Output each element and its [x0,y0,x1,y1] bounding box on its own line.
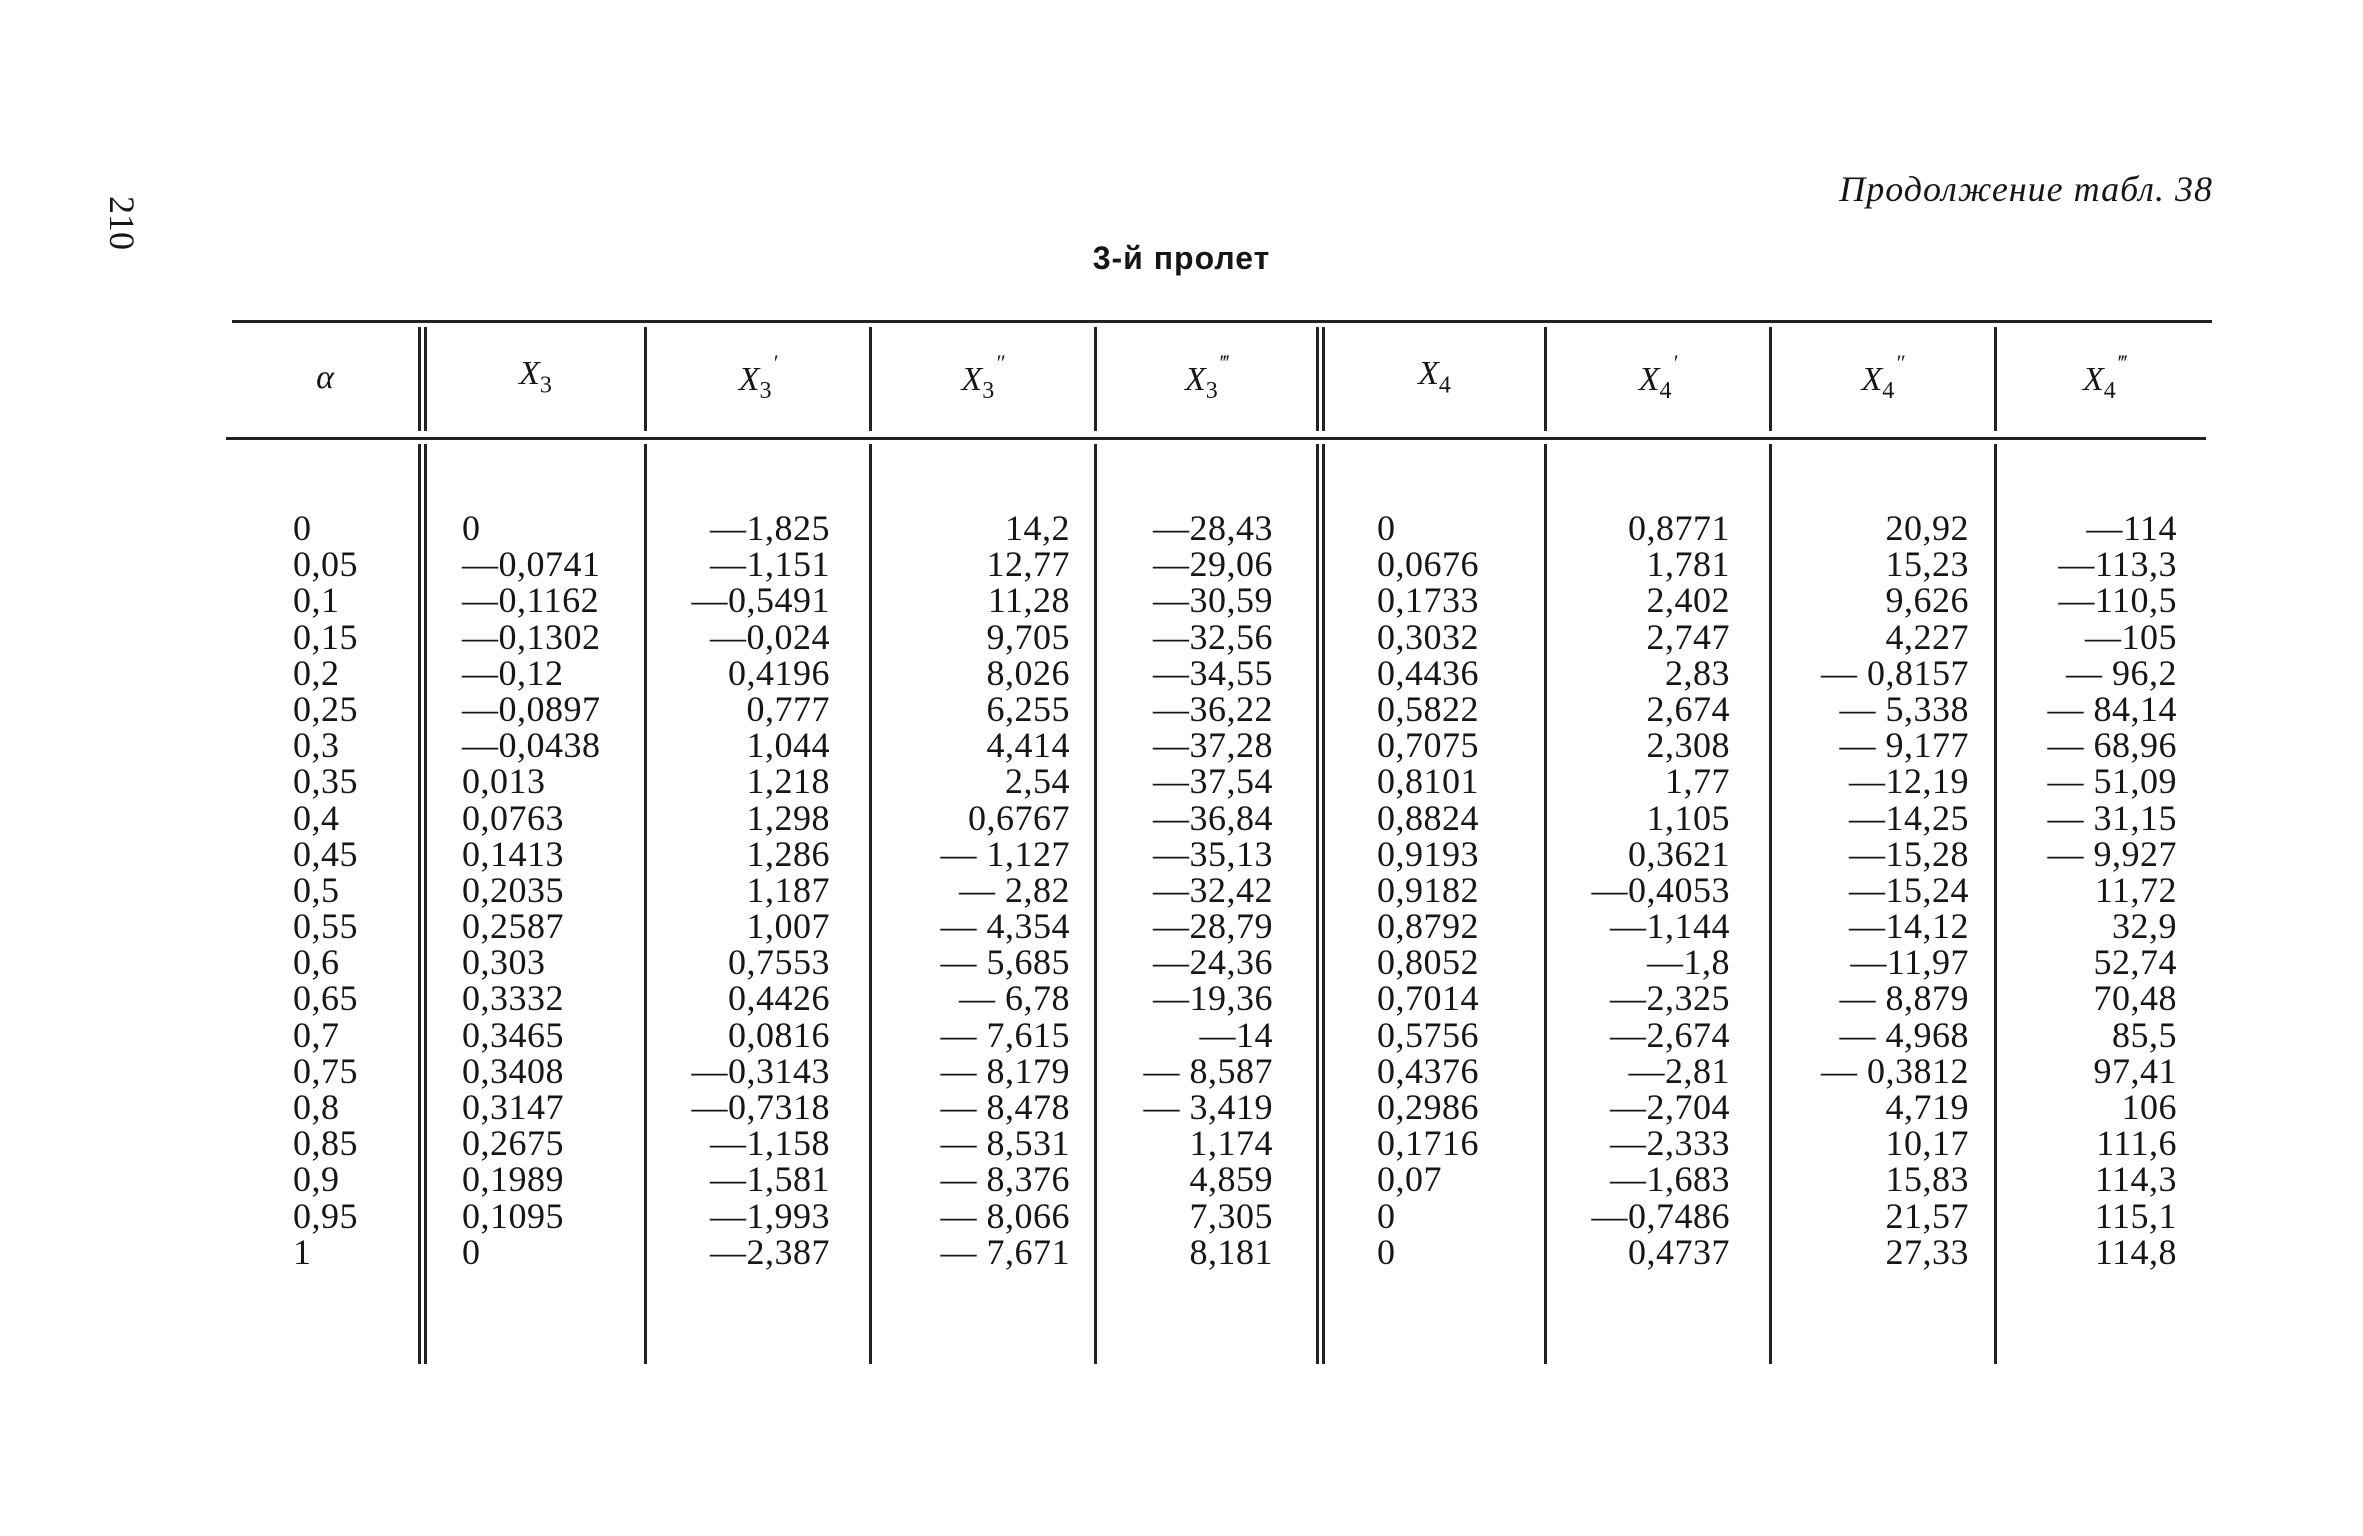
table-cell: — 2,82 [959,869,1070,910]
table-cell: —113,3 [2058,544,2177,585]
header-symbol [1639,350,1678,405]
table-cell: — 8,066 [940,1195,1070,1236]
table-cell: —29,06 [1153,544,1273,585]
table-cell: —1,144 [1610,906,1730,947]
table-cell: —1,581 [710,1159,830,1200]
table-cell: 0,35 [293,761,358,802]
table-cell: —28,43 [1153,508,1273,548]
table-cell: 1,781 [1646,544,1730,585]
table-cell: 1,298 [746,797,830,838]
table-cell: —36,22 [1153,688,1273,729]
table-cell: 0,07 [1377,1159,1442,1200]
header-symbol-subscript: 3 [759,378,772,405]
table-cell: 114,8 [2094,1231,2177,1272]
table-cell: 14,2 [1005,508,1070,548]
table-cell: —110,5 [2058,580,2177,621]
table-cell: —28,79 [1153,906,1273,947]
table-cell: — 6,78 [959,978,1070,1019]
table-cell: 0,2675 [462,1123,564,1164]
header-symbol-base: X [961,360,983,398]
table-cell: 1,044 [746,725,830,766]
header-x4 [1325,325,1544,430]
table-cell: — 31,15 [2047,797,2177,838]
header-symbol-prime: ″ [995,349,1005,375]
table-cell: 11,28 [987,580,1070,621]
table-cell: — 5,338 [1839,688,1969,729]
table-cell: 70,48 [2093,978,2177,1019]
table-cell: 1,286 [746,833,830,874]
header-symbol-base: X [1638,360,1660,398]
table-cell: 0,95 [293,1195,358,1236]
table-cell: 4,414 [986,725,1070,766]
table-cell: —0,12 [462,652,564,693]
table-cell: 0,8 [293,1087,340,1127]
table-cell: 0,5756 [1377,1014,1479,1055]
table-cell: 0,013 [462,761,546,802]
column-divider [418,327,421,431]
table-cell: 1 [293,1231,312,1272]
table-cell: 0,3408 [462,1050,564,1091]
table-cell: —37,28 [1153,725,1273,766]
table-cell: 0,3032 [1377,616,1479,657]
table-cell: 0,1733 [1377,580,1479,621]
table-cell: 115,1 [2094,1195,2177,1236]
table-cell: —14 [1199,1014,1273,1055]
table-cell: — 8,179 [940,1050,1070,1091]
header-symbol-base: X [519,355,540,393]
table-cell: —1,993 [710,1195,830,1236]
table-cell: —0,0438 [462,725,601,766]
table-cell: 6,255 [986,688,1070,729]
table-cell: —2,674 [1610,1014,1730,1055]
table-cell: 1,218 [746,761,830,802]
table-cell: —11,97 [1850,942,1969,983]
table-cell: 0,3621 [1628,833,1730,874]
table-cell: 2,308 [1646,725,1730,766]
header-x4-prime [1547,325,1769,430]
table-cell: —30,59 [1153,580,1273,621]
table-cell: 0,8792 [1377,906,1479,947]
header-x3-triple-prime [1097,325,1316,430]
table-cell: 0,2986 [1377,1087,1479,1127]
table-cell: —19,36 [1153,978,1273,1019]
header-symbol-base: X [738,360,760,398]
header-symbol-subscript: 3 [539,372,552,399]
header-symbol [519,355,552,399]
table-cell: —0,0897 [462,688,601,729]
table-cell: 52,74 [2093,942,2177,983]
header-symbol-base: α [316,358,334,396]
table-cell: 0,9193 [1377,833,1479,874]
table-cell: —0,5491 [691,580,830,621]
table-cell: —2,704 [1610,1087,1730,1127]
header-symbol [2083,350,2126,405]
table-cell: 0,0676 [1377,544,1479,585]
table-cell: —105 [2085,616,2177,657]
table-cell: 0 [1377,1195,1396,1236]
table-cell: 0,2035 [462,869,564,910]
table-cell: 2,747 [1646,616,1730,657]
table-cell: 0,0816 [728,1014,830,1055]
table-cell: 0 [1377,508,1396,548]
table-cell: —0,3143 [691,1050,830,1091]
table-continuation-caption: Продолжение табл. 38 [1839,169,2213,209]
table-cell: 0,6 [293,942,340,983]
table-cell: — 4,354 [940,906,1070,947]
table-cell: 0,777 [746,688,830,729]
table-cell: 106 [2121,1087,2177,1127]
table-cell: 0,1 [293,580,340,621]
span-title: 3-й пролет [1092,240,1271,276]
table-cell: 97,41 [2093,1050,2177,1091]
table-cell: —15,28 [1849,833,1969,874]
table-cell: —0,4053 [1591,869,1730,910]
header-symbol-prime: ′ [772,349,778,375]
table-cell: 2,674 [1646,688,1730,729]
table-cell: 111,6 [2096,1123,2177,1164]
table-cell: 0,3465 [462,1014,564,1055]
header-symbol [1862,350,1905,405]
column-x3-double-prime [866,510,1070,1270]
table-cell: 0,0763 [462,797,564,838]
table-cell: 0,3332 [462,978,564,1019]
table-cell: 85,5 [2112,1014,2177,1055]
table-cell: — 51,09 [2047,761,2177,802]
table-cell: — 9,927 [2047,833,2177,874]
table-cell: 2,54 [1005,761,1070,802]
table-cell: 0,4426 [728,978,830,1019]
column-x4-triple-prime [1990,510,2177,1270]
table-cell: —114 [2086,508,2177,548]
table-cell: — 4,968 [1839,1014,1969,1055]
table-cell: —37,54 [1153,761,1273,802]
table-cell: —1,158 [710,1123,830,1164]
header-symbol-prime: ‴ [2116,349,2127,375]
table-cell: 0,85 [293,1123,358,1164]
table-cell: 0,05 [293,544,358,585]
header-x4-double-prime [1772,325,1994,430]
table-cell: 0,4 [293,797,340,838]
table-cell: —0,1162 [462,580,600,621]
header-symbol [739,350,778,405]
table-cell: 1,105 [1646,797,1730,838]
table-cell: 12,77 [986,544,1070,585]
column-x3-triple-prime [1090,510,1273,1270]
column-divider [418,444,421,1364]
table-cell: 0,7014 [1377,978,1479,1019]
table-cell: 0,8101 [1377,761,1479,802]
column-divider [1316,444,1319,1364]
table-cell: 0,5 [293,869,340,910]
table-cell: 0,7 [293,1014,340,1055]
table-cell: —14,25 [1849,797,1969,838]
table-cell: 27,33 [1885,1231,1969,1272]
column-x3-prime [640,510,830,1270]
table-cell: 0,4436 [1377,652,1479,693]
table-cell: — 8,879 [1839,978,1969,1019]
header-symbol [1185,350,1228,405]
header-alpha [232,325,418,430]
header-x3-double-prime [872,325,1094,430]
table-cell: —24,36 [1153,942,1273,983]
column-x3 [462,510,601,1270]
table-cell: 0,5822 [1377,688,1479,729]
header-symbol-subscript: 3 [1205,378,1218,405]
table-cell: 9,705 [986,616,1070,657]
table-cell: — 7,671 [940,1231,1070,1272]
table-cell: — 0,8157 [1821,652,1969,693]
table-cell: 0,6767 [968,797,1070,838]
table-cell: —36,84 [1153,797,1273,838]
table-cell: —0,7318 [691,1087,830,1127]
table-cell: 0,45 [293,833,358,874]
table-cell: —12,19 [1849,761,1969,802]
table-cell: 20,92 [1885,508,1969,548]
header-symbol-base: X [1861,360,1883,398]
table-cell: 4,227 [1885,616,1969,657]
table-cell: — 84,14 [2047,688,2177,729]
table-cell: 0,8824 [1377,797,1479,838]
column-divider [1316,327,1319,431]
table-cell: — 9,177 [1839,725,1969,766]
table-cell: —0,0741 [462,544,601,585]
table-cell: 2,83 [1665,652,1730,693]
table-cell: 15,83 [1885,1159,1969,1200]
header-symbol-prime: ‴ [1218,349,1229,375]
table-cell: 0,3147 [462,1087,564,1127]
header-symbol-prime: ′ [1672,349,1678,375]
table-cell: — 8,478 [940,1087,1070,1127]
table-cell: —35,13 [1153,833,1273,874]
table-cell: 1,77 [1665,761,1730,802]
table-cell: 0,55 [293,906,358,947]
table-cell: 15,23 [1885,544,1969,585]
table-cell: 0,9182 [1377,869,1479,910]
header-symbol-base: X [2082,360,2104,398]
table-cell: —34,55 [1153,652,1273,693]
table-cell: 0,15 [293,616,358,657]
table-cell: 0,2 [293,652,340,693]
table-cell: 1,174 [1189,1123,1273,1164]
column-alpha [293,510,358,1270]
table-cell: —2,81 [1628,1050,1730,1091]
table-cell: — 8,587 [1143,1050,1273,1091]
table-cell: 1,007 [746,906,830,947]
table-cell: 0,65 [293,978,358,1019]
table-cell: 0 [1377,1231,1396,1272]
table-cell: 0,4737 [1628,1231,1730,1272]
header-symbol-subscript: 3 [982,378,995,405]
table-cell: 0,7553 [728,942,830,983]
table-cell: 0,8771 [1628,508,1730,548]
header-symbol-subscript: 4 [1659,378,1672,405]
header-symbol [1418,355,1451,399]
table-cell: 4,859 [1189,1159,1273,1200]
table-top-rule [232,320,2212,323]
header-symbol-subscript: 4 [1438,372,1451,399]
table-cell: — 8,531 [940,1123,1070,1164]
table-cell: —0,1302 [462,616,601,657]
table-cell: 10,17 [1885,1123,1969,1164]
table-cell: 0,1095 [462,1195,564,1236]
table-cell: — 68,96 [2047,725,2177,766]
table-cell: 32,9 [2112,906,2177,947]
table-cell: 114,3 [2094,1159,2177,1200]
table-cell: 0,4376 [1377,1050,1479,1091]
table-cell: 7,305 [1189,1195,1273,1236]
header-symbol [316,359,334,397]
table-cell: —32,56 [1153,616,1273,657]
table-cell: —14,12 [1849,906,1969,947]
table-cell: —1,151 [710,544,830,585]
column-x4-prime [1540,510,1730,1270]
table-cell: 8,181 [1189,1231,1273,1272]
table-cell: — 5,685 [940,942,1070,983]
table-cell: 9,626 [1885,580,1969,621]
table-cell: 0,8052 [1377,942,1479,983]
column-divider [1322,444,1325,1364]
table-cell: —32,42 [1153,869,1273,910]
table-cell: — 1,127 [940,833,1070,874]
table-cell: 8,026 [986,652,1070,693]
table-header-rule [226,437,2206,440]
table-cell: —2,333 [1610,1123,1730,1164]
table-cell: — 8,376 [940,1159,1070,1200]
table-cell: —0,7486 [1591,1195,1730,1236]
table-cell: 0 [462,508,481,548]
table-cell: 2,402 [1646,580,1730,621]
column-divider [424,444,427,1364]
table-cell: —15,24 [1849,869,1969,910]
table-cell: 0,3 [293,725,340,766]
header-symbol-prime: ″ [1895,349,1905,375]
table-cell: — 7,615 [940,1014,1070,1055]
header-x3 [427,325,644,430]
page-number: 210 [102,196,142,250]
header-symbol [962,350,1005,405]
table-cell: — 3,419 [1143,1087,1273,1127]
table-cell: 0,1716 [1377,1123,1479,1164]
table-cell: 0,303 [462,942,546,983]
table-cell: 0,2587 [462,906,564,947]
header-x3-prime [647,325,869,430]
table-cell: 0,75 [293,1050,358,1091]
table-cell: 0,1989 [462,1159,564,1200]
table-cell: 1,187 [746,869,830,910]
table-cell: 11,72 [2094,869,2177,910]
header-symbol-subscript: 4 [1882,378,1895,405]
header-symbol-base: X [1184,360,1206,398]
table-cell: 21,57 [1885,1195,1969,1236]
table-cell: — 0,3812 [1821,1050,1969,1091]
table-cell: —0,024 [710,616,830,657]
table-cell: 0,25 [293,688,358,729]
table-cell: 0 [293,508,312,548]
table-cell: — 96,2 [2066,652,2177,693]
table-cell: —1,8 [1647,942,1730,983]
table-cell: 4,719 [1885,1087,1969,1127]
table-cell: 0 [462,1231,481,1272]
table-cell: 0,9 [293,1159,340,1200]
table-cell: —2,325 [1610,978,1730,1019]
column-x4-double-prime [1766,510,1969,1270]
column-x4 [1377,510,1479,1270]
table-cell: 0,1413 [462,833,564,874]
table-cell: 0,7075 [1377,725,1479,766]
table-cell: 0,4196 [728,652,830,693]
table-cell: —1,825 [710,508,830,548]
header-symbol-subscript: 4 [2103,378,2116,405]
table-cell: —2,387 [710,1231,830,1272]
table-cell: —1,683 [1610,1159,1730,1200]
header-x4-triple-prime [1997,325,2212,430]
header-symbol-base: X [1418,355,1439,393]
